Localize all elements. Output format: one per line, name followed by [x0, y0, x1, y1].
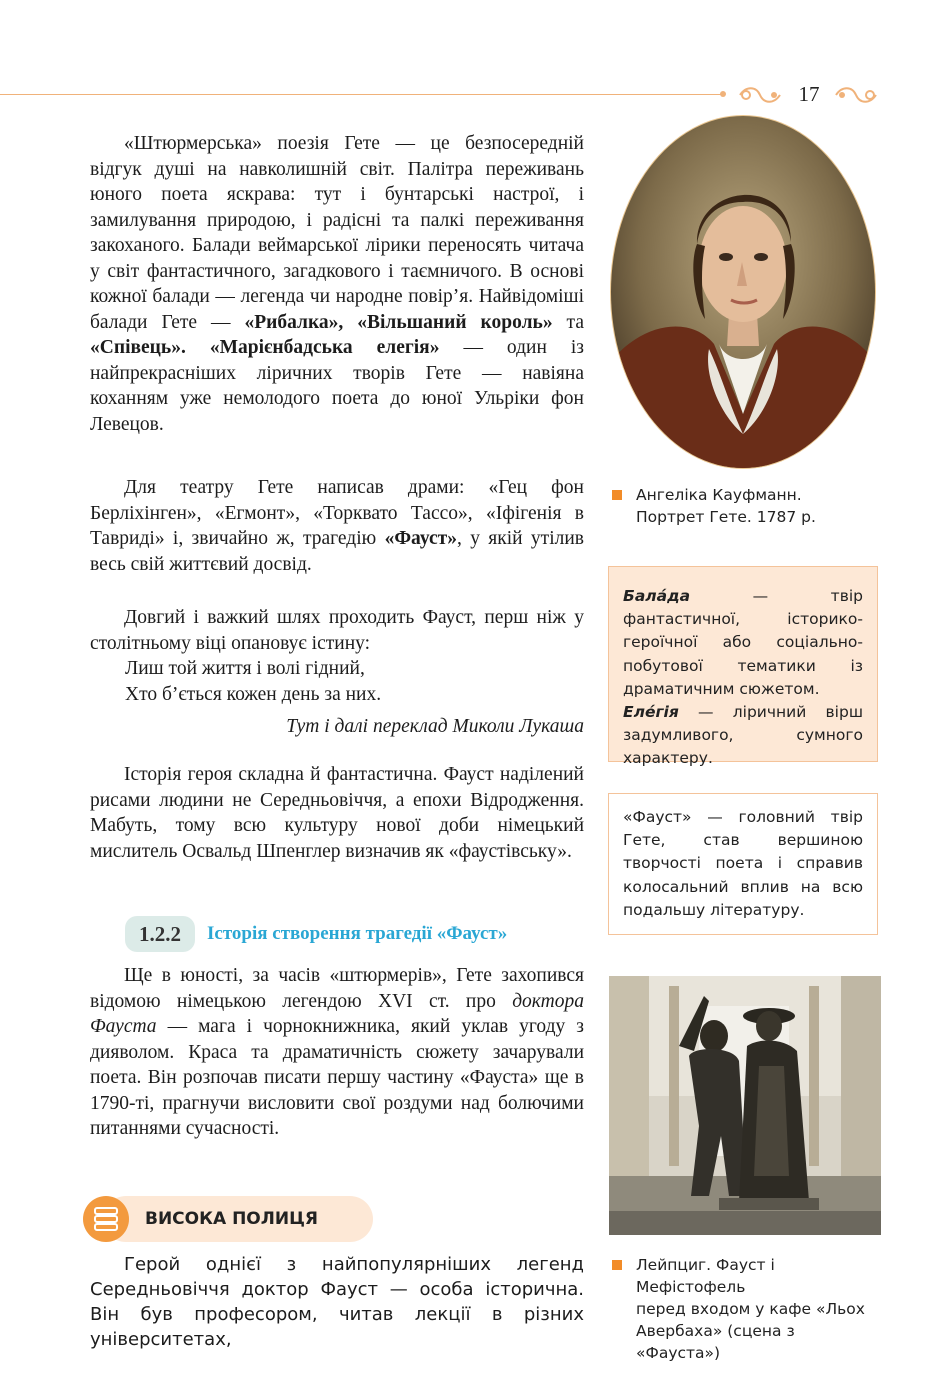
term-ballad: Бала́да — [623, 587, 691, 605]
p1-run: «Співець». «Марієнбадська елегія» — [90, 337, 440, 358]
goethe-portrait — [609, 114, 877, 470]
poem-line-1: Лиш той життя і волі гідний, — [125, 658, 365, 679]
term-elegy: Еле́гія — [623, 703, 679, 722]
p1-run: «Рибалка», «Вільшаний король» — [244, 311, 553, 333]
photo-caption — [612, 1254, 882, 1364]
p5-run: доктора Фауста — [90, 990, 584, 1037]
p5-run: Ще в юності, за часів «штюрмерів», Гете захопився відомою німецькою легендою XVI ст. про — [90, 965, 584, 1012]
p1-run: — один із найпрекрасніших ліричних творів Гете — навіяна коханням уже немолодого поета до юної Ульріки фон Левецов. — [90, 337, 584, 435]
books-icon — [83, 1196, 129, 1242]
paragraph-sturm-poetry — [90, 131, 584, 437]
definition-ballad — [623, 585, 863, 701]
paragraph-5 — [90, 963, 584, 1142]
p1-run: та — [552, 311, 584, 333]
header-rule-dot — [720, 91, 726, 97]
translator-note: Тут і далі переклад Миколи Лукаша — [286, 716, 584, 737]
left-ornament-icon — [736, 84, 784, 106]
leipzig-statue-photo — [609, 976, 881, 1235]
right-ornament-icon — [832, 84, 880, 106]
portrait-caption-line-2: Портрет Гете. 1787 р. — [636, 508, 816, 526]
poem-line-2: Хто б’ється кожен день за них. — [125, 683, 382, 705]
paragraph-1 — [90, 131, 584, 437]
paragraph-3: Довгий і важкий шлях проходить Фауст, перш ніж у столітньому віці опановує істину: — [90, 607, 584, 654]
paragraph-4: Історія героя складна й фантастична. Фауст наділений рисами людини не Середньовіччя, а епохи Відродження. Мабуть, тому всю культуру нової доби німецький мислитель Освальд Шпенглер визначив як «фаустівську». — [90, 764, 584, 862]
paragraph-2 — [90, 475, 584, 577]
definition-ballad-text: — твір фантастичної, історико-героїчної або соціально-побутової тематики із драматичним сюжетом. — [623, 587, 863, 698]
p2-run: Для театру Гете написав драми: «Гец фон Берліхінген», «Егмонт», «Торквато Тассо», «Іфігенія в Тавриді» і, звичайно ж, трагедію — [90, 477, 584, 549]
p1-run: «Штюрмерська» поезія Гете — це безпосередній відгук душі на навколишній світ. Палітра переживань юного поета яскрава: тут і бунтарські настрої, і замилування природою, і радісні та палкі переживання закоханого. Балади веймарської лірики переносять читача у світ фантастичного, загадкового і таємничого. В основі кожної балади — легенда чи народне повір’я. Найвідоміші балади Гете — — [90, 133, 584, 333]
paragraph-faust-path — [90, 605, 584, 656]
high-shelf-heading — [83, 1196, 373, 1242]
high-shelf-label: ВИСОКА ПОЛИЦЯ — [145, 1209, 318, 1229]
high-shelf-paragraph: Герой однієї з найпопулярніших легенд Середньовіччя доктор Фауст — особа історична. Він був професором, читав лекції в різних університетах, — [90, 1254, 584, 1350]
portrait-caption — [612, 484, 882, 528]
photo-caption-line-2: перед входом у кафе «Льох — [636, 1300, 865, 1318]
photo-caption-line-3: Авербаха» (сцена з «Фауста») — [636, 1322, 795, 1362]
faust-note-text: «Фауст» — головний твір Гете, став вершиною творчості поета і справив колосальний вплив на всю подальшу літературу. — [623, 808, 863, 919]
p2-run: , у якій утілив весь свій життєвий досвід. — [90, 528, 584, 575]
paragraph-hero-story — [90, 762, 584, 864]
faust-note-box — [608, 793, 878, 935]
page-number: 17 — [798, 82, 820, 106]
p2-run: «Фауст» — [384, 528, 457, 549]
definition-elegy — [623, 701, 863, 771]
high-shelf-text — [90, 1252, 584, 1352]
p5-run: — мага і чорнокнижника, який уклав угоду з дияволом. Краса та драматичність сюжету зачарували поета. Він розпочав писати першу частину «Фауста» ще в 1790-ті, прагнучи висловити свої роздуми над болючими питаннями сучасності. — [90, 1016, 584, 1139]
caption-marker-icon — [612, 1260, 622, 1270]
portrait-caption-line-1: Ангеліка Кауфманн. — [636, 486, 802, 504]
paragraph-dramas — [90, 475, 584, 577]
section-number: 1.2.2 — [125, 916, 195, 952]
definitions-box — [608, 566, 878, 768]
section-title: Історія створення трагедії «Фауст» — [207, 923, 508, 944]
poem-quote — [125, 656, 381, 707]
header-rule — [0, 94, 724, 95]
paragraph-creation-history — [90, 963, 584, 1142]
photo-caption-line-1: Лейпциг. Фауст і Мефістофель — [636, 1256, 775, 1296]
definition-elegy-text: — ліричний вірш задумливого, сумного характеру. — [623, 703, 863, 768]
section-heading — [125, 916, 507, 952]
caption-marker-icon — [612, 490, 622, 500]
